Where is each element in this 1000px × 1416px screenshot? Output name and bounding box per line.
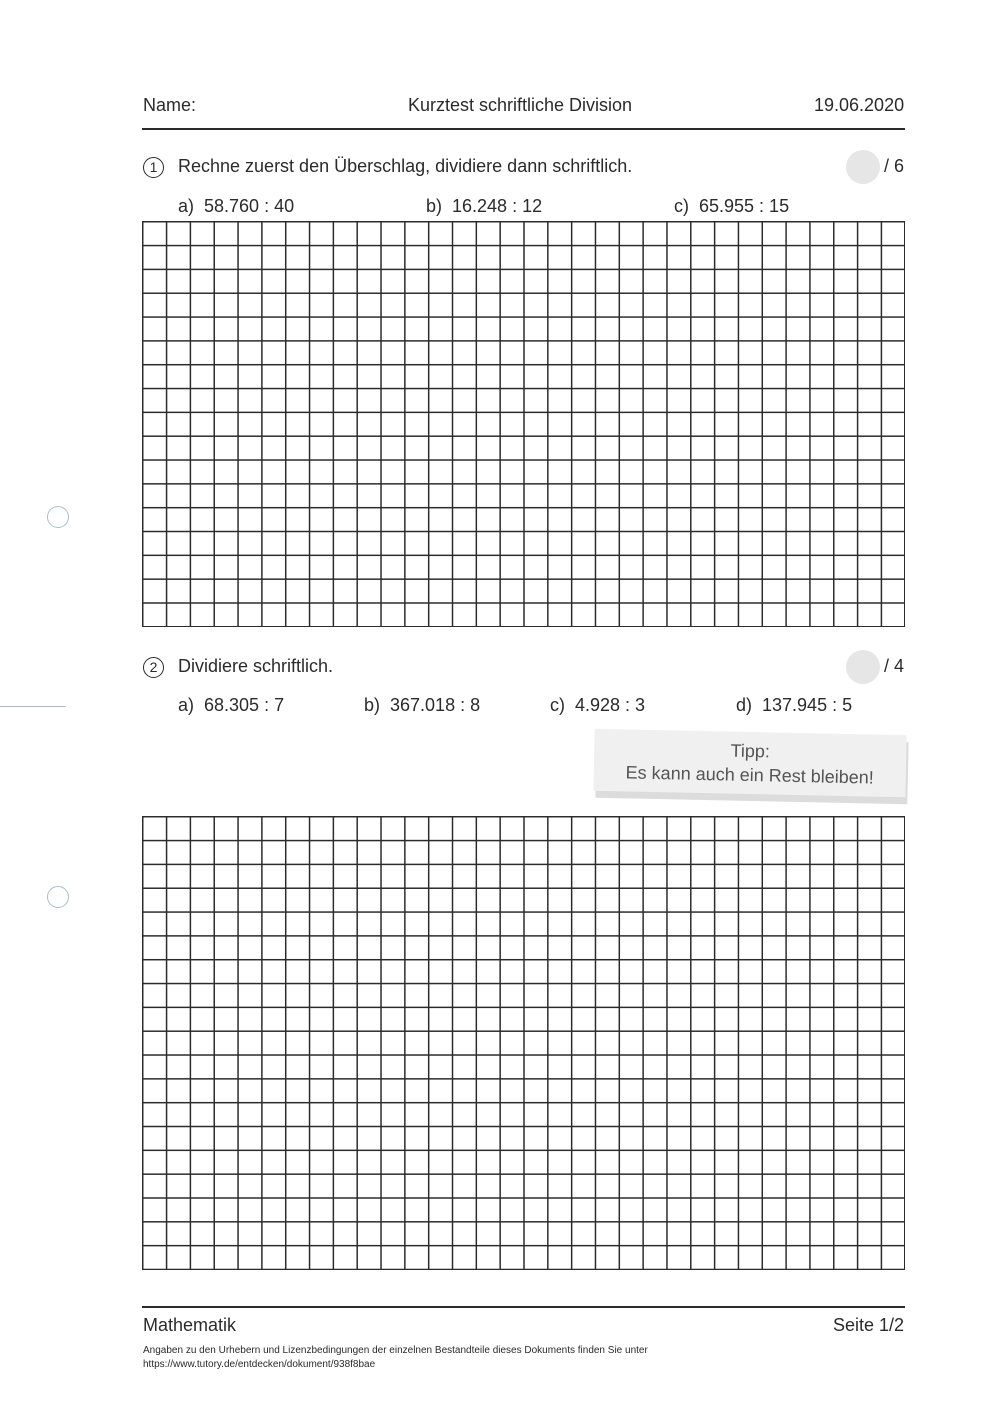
problem-label: a) [178, 695, 195, 715]
task-2-answer-grid[interactable] [142, 816, 905, 1270]
task-2-instruction: Dividiere schriftlich. [178, 656, 334, 676]
footer-subject: Mathematik [143, 1315, 237, 1335]
tip-note [593, 729, 906, 798]
problem-label: c) [674, 196, 689, 216]
problem-expression: 367.018 : 8 [390, 695, 481, 715]
problem-label: b) [364, 695, 381, 715]
punch-hole-mark [47, 886, 69, 908]
tip-title: Tipp: [730, 740, 771, 762]
problem-expression: 16.248 : 12 [452, 196, 543, 216]
task-1-instruction: Rechne zuerst den Überschlag, dividiere dann schriftlich. [178, 156, 633, 176]
document-date: 19.06.2020 [814, 95, 905, 115]
tip-text: Es kann auch ein Rest bleiben! [625, 762, 875, 788]
task-2-problem-a [178, 695, 284, 716]
problem-label: a) [178, 196, 195, 216]
task-2-problem-b [364, 695, 480, 716]
document-title: Kurztest schriftliche Division [408, 95, 633, 115]
task-2-problem-c [550, 695, 645, 716]
task-2-problem-d [736, 695, 852, 716]
problem-expression: 58.760 : 40 [204, 196, 295, 216]
task-2-max-score: / 4 [884, 656, 905, 676]
credit-text: Angaben zu den Urhebern und Lizenzbedingungen der einzelnen Bestandteile dieses Dokuments finden Sie unter [143, 1345, 648, 1356]
task-1-problem-a [178, 196, 294, 217]
fold-mark [0, 706, 66, 707]
problem-expression: 68.305 : 7 [204, 695, 285, 715]
problem-label: d) [736, 695, 753, 715]
task-1-problem-c [674, 196, 789, 217]
problem-label: c) [550, 695, 565, 715]
problem-expression: 65.955 : 15 [699, 196, 790, 216]
footer-credit [143, 1344, 648, 1372]
credit-link[interactable]: https://www.tutory.de/entdecken/dokument/938f8bae [143, 1359, 376, 1370]
task-2-number: 2 [143, 657, 164, 678]
task-1-number: 1 [143, 157, 164, 178]
task-1-problem-b [426, 196, 542, 217]
problem-expression: 4.928 : 3 [575, 695, 646, 715]
name-label: Name: [143, 95, 197, 115]
footer-page-number: Seite 1/2 [833, 1315, 905, 1335]
problem-label: b) [426, 196, 443, 216]
task-1-answer-grid[interactable] [142, 221, 905, 627]
task-1-max-score: / 6 [884, 156, 905, 176]
footer-rule [142, 1306, 905, 1308]
header-rule [142, 128, 905, 130]
task-2-score-field[interactable] [846, 650, 880, 684]
task-1-score-field[interactable] [846, 150, 880, 184]
problem-expression: 137.945 : 5 [762, 695, 853, 715]
punch-hole-mark [47, 506, 69, 528]
